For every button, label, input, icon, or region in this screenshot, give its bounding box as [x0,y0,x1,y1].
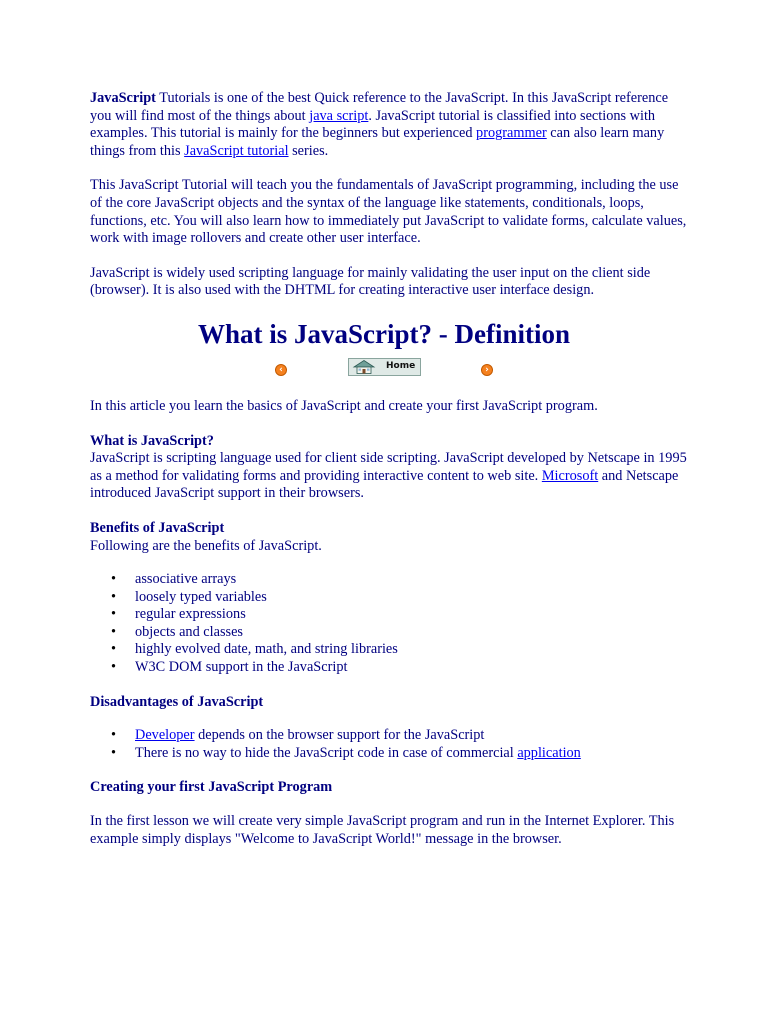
list-item-text: There is no way to hide the JavaScript code in case of commercial [135,744,518,761]
list-item-text: highly evolved date, math, and string libraries [135,641,398,658]
list-item-text: depends on the browser support for the JavaScript [194,727,485,744]
benefits-list [90,571,690,677]
navigation-bar [90,354,690,388]
bullet: • [111,623,117,640]
list-item-text: W3C DOM support in the JavaScript [135,659,348,676]
what-is-text-2: and Netscape introduced JavaScript support in their browsers. [90,467,679,502]
intro-text-3: can also learn many things from this [90,125,665,159]
page-title: What is JavaScript? - Definition [197,318,570,349]
intro-lead-term: JavaScript [90,90,156,106]
list-item [90,641,690,659]
list-item [90,606,690,624]
previous-arrow-icon[interactable]: ‹ [275,364,287,376]
benefits-intro: Following are the benefits of JavaScript. [90,537,322,554]
intro-paragraph-3: JavaScript is widely used scripting language for mainly validating the user input on the client side (browser). It is also used with the DHTML for creating interactive user interface design. [90,264,651,299]
developer-link[interactable]: Developer [135,727,195,744]
benefits-heading: Benefits of JavaScript [90,519,225,536]
what-is-paragraph [90,450,690,503]
bullet: • [111,744,117,761]
java-script-link[interactable]: java script [309,107,369,124]
javascript-tutorial-link[interactable]: JavaScript tutorial [184,142,289,159]
list-item-text: loosely typed variables [135,588,267,605]
what-is-text-1: JavaScript is scripting language used for client side scripting. JavaScript developed by Netscape in 1995 as a method for validating forms and providing interactive content to web site. [90,450,687,484]
list-item [90,571,690,589]
programmer-link[interactable]: programmer [476,125,547,142]
bullet: • [111,588,117,605]
house-icon [352,360,376,374]
intro-text-4: series. [288,142,329,159]
list-item-text: regular expressions [135,606,246,623]
home-button[interactable] [348,358,421,376]
application-link[interactable]: application [517,744,581,761]
document-page [90,90,690,848]
first-program-paragraph: In the first lesson we will create very simple JavaScript program and run in the Internet Explorer. This example simply displays "Welcome to JavaScript World!" message in the browser. [90,813,675,847]
what-is-heading: What is JavaScript? [90,432,214,449]
bullet: • [111,641,117,658]
intro-paragraph-1 [90,90,690,160]
intro-text-1: Tutorials is one of the best Quick reference to the JavaScript. In this JavaScript reference you will find most of the things about [90,90,669,124]
list-item-text: associative arrays [135,571,237,588]
list-item [90,727,690,745]
intro-paragraph-2: This JavaScript Tutorial will teach you the fundamentals of JavaScript programming, including the use of the core JavaScript objects and the syntax of the language like statements, conditionals, loops, functions, etc. You will also learn how to immediately put JavaScript to validate forms, calculate values, work with image rollovers and create other user interface. [90,177,687,247]
home-label: Home [386,360,416,371]
list-item [90,589,690,607]
list-item [90,659,690,677]
next-arrow-icon[interactable]: › [481,364,493,376]
article-intro: In this article you learn the basics of JavaScript and create your first JavaScript program. [90,397,598,414]
first-program-heading: Creating your first JavaScript Program [90,779,333,796]
intro-text-2: . JavaScript tutorial is classified into sections with examples. This tutorial is mainly for the beginners but experienced [90,107,656,142]
disadvantages-list [90,727,690,762]
bullet: • [111,659,117,676]
disadvantages-heading: Disadvantages of JavaScript [90,693,264,710]
bullet: • [111,727,117,744]
list-item [90,745,690,763]
bullet: • [111,606,117,623]
bullet: • [111,571,117,588]
list-item [90,624,690,642]
microsoft-link[interactable]: Microsoft [541,467,599,484]
list-item-text: objects and classes [135,623,243,640]
